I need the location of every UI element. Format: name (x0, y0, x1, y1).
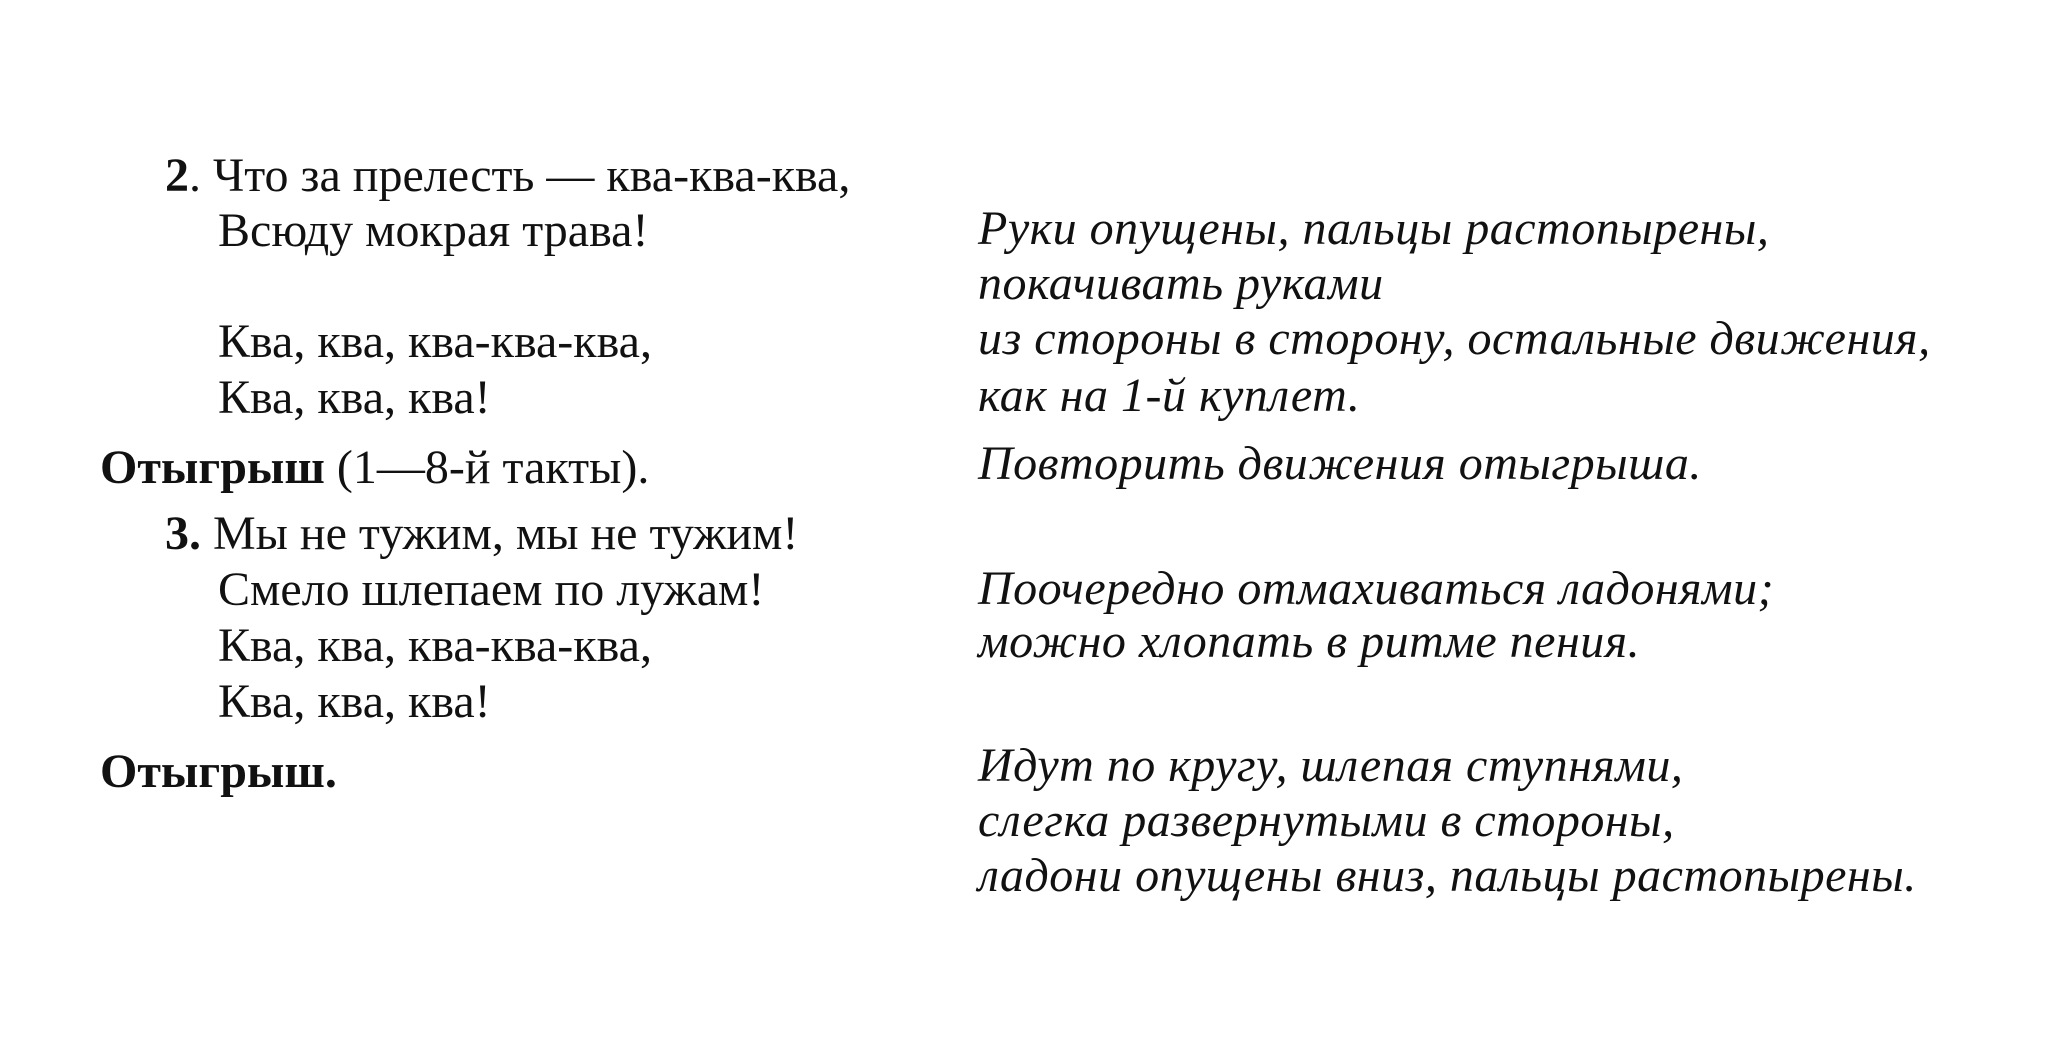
instruction-2-line-1: Повторить движения отыгрыша. (978, 437, 1702, 490)
verse-2-number: 2 (165, 149, 189, 202)
verse-2-line-2: Всюду мокрая трава! (218, 204, 649, 257)
instruction-4-line-1: Идут по кругу, шлепая ступнями, (978, 739, 1684, 792)
verse-3-number: 3. (165, 507, 201, 560)
instruction-1-line-4: как на 1-й куплет. (978, 369, 1361, 422)
instruction-3-line-2: можно хлопать в ритме пения. (978, 615, 1641, 668)
verse-3-line-2: Смело шлепаем по лужам! (218, 563, 765, 616)
verse-3-line-3: Ква, ква, ква-ква-ква, (218, 619, 652, 672)
instruction-3-line-1: Поочередно отмахиваться ладонями; (978, 562, 1775, 615)
interlude-2-label: Отыгрыш. (100, 745, 337, 798)
verse-3-line-1-text: Мы не тужим, мы не тужим! (201, 507, 799, 560)
interlude-1-label: Отыгрыш (100, 441, 325, 494)
instruction-4-line-3: ладони опущены вниз, пальцы растопырены. (978, 849, 1917, 902)
verse-3-line-1 (165, 507, 799, 560)
verse-2-line-1 (165, 149, 851, 202)
instruction-1-line-2: покачивать руками (978, 257, 1384, 310)
instruction-4-line-2: слегка развернутыми в стороны, (978, 794, 1675, 847)
instruction-1-line-1: Руки опущены, пальцы растопырены, (978, 202, 1770, 255)
interlude-1 (100, 441, 650, 494)
verse-2-line-3: Ква, ква, ква-ква-ква, (218, 315, 652, 368)
instruction-1-line-3: из стороны в сторону, остальные движения, (978, 312, 1931, 365)
verse-2-line-1-text: . Что за прелесть — ква-ква-ква, (189, 149, 851, 202)
verse-3-line-4: Ква, ква, ква! (218, 675, 491, 728)
interlude-1-detail: (1—8-й такты). (324, 441, 650, 494)
verse-2-line-4: Ква, ква, ква! (218, 371, 491, 424)
